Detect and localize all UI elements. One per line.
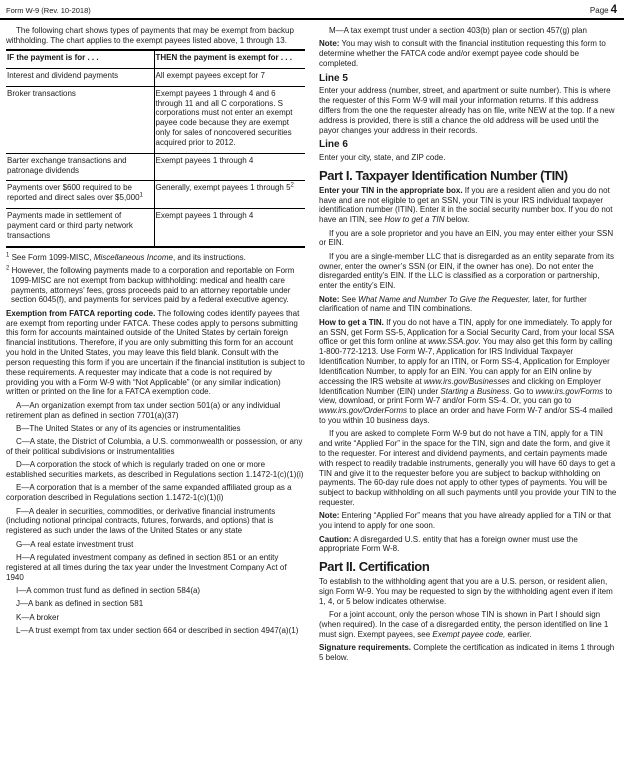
page-header — [6, 3, 618, 18]
text-run: Note: — [319, 511, 340, 521]
text-run: E—A corporation that is a member of the same expanded affiliated group as a corporation described in Regulations section 1.1472-1(c)(1)(i) — [6, 483, 292, 503]
text-run: Exempt payee code, — [432, 629, 506, 639]
fatca-code-c — [6, 437, 305, 457]
text-run: Starting a Business — [440, 386, 510, 396]
text-run: to place an order and have Form W-7 and/or SS-4 mailed to you within 10 business days. — [319, 406, 613, 425]
form-revision-label: Form W-9 (Rev. 10-2018) — [6, 6, 91, 15]
text-run: www.irs.gov/Forms — [535, 386, 604, 396]
part-1-heading: Part I. Taxpayer Identification Number (TIN) — [319, 167, 568, 183]
text-run: Exemption from FATCA reporting code. — [6, 308, 156, 318]
text-run: D—A corporation the stock of which is regularly traded on one or more established securities markets, as described in Regulations section 1.1472-1(c)(1)(i) — [6, 460, 304, 480]
text-run: Barter exchange transactions and patronage dividends — [7, 155, 127, 175]
superscript-ref: 2 — [290, 182, 294, 189]
fatca-code-e — [6, 483, 305, 503]
superscript-ref: 1 — [139, 192, 143, 199]
fatca-code-i — [6, 586, 305, 596]
text-run: Enter your address (number, street, and apartment or suite number). This is where the requester of this Form W-9 will mail your information returns. If this address differs from the one the requester already has on file, write NEW at the top. If a new address is provided, there is still a chance the old address will be used until the payor changes your address in their records. — [319, 86, 615, 135]
text-run: www.irs.gov/Businesses — [423, 376, 510, 386]
text-run: J—A bank as defined in section 581 — [16, 599, 144, 609]
text-run: Exempt payees 1 through 4 — [155, 155, 254, 165]
text-run: and clicking on Employer Identification Number (EIN) under — [319, 376, 601, 396]
line-6-heading: Line 6 — [319, 139, 348, 151]
fatca-code-j — [6, 599, 305, 609]
how-to-get-tin-paragraph — [319, 318, 618, 426]
table-header-row — [6, 50, 305, 68]
text-run: If you are a resident alien and you do not have and are not eligible to get an SSN, your TIN is your IRS individual taxpayer identification number (ITIN). Enter it in the social security number box. If you do not have an ITIN, see — [319, 185, 613, 225]
text-run: What Name and Number To Give the Requester, — [358, 294, 531, 304]
text-run: See Form 1099-MISC, — [9, 252, 94, 262]
table-cell-if — [6, 68, 154, 86]
signature-requirements-paragraph — [319, 643, 618, 663]
table-cell-then — [154, 86, 305, 153]
fatca-code-a — [6, 401, 305, 421]
text-run: If you are asked to complete Form W-9 but do not have a TIN, apply for a TIN and write “Applied For” in the space for the TIN, sign and date the form, and give it to the requester. For interest and dividend payments, and certain payments made with respect to readily tradable instruments, generally you will have 60 days to get a TIN and give it to the requester before you are subject to backup withholding on payments. The 60-day rule does not apply to other types of payments. You will be subject to backup withholding on all such payments until you provide your TIN to the requester. — [319, 429, 617, 508]
text-run: Enter your city, state, and ZIP code. — [319, 152, 446, 162]
text-run: K—A broker — [16, 612, 60, 622]
text-run: . You may also get this form by calling 1-800-772-1213. Use Form W-7, Application for IRS Individual Taxpayer Identification Number, to apply for an ITIN, or Form SS-4, Application for Employer Identification Number, to apply for an EIN. You can apply for an EIN online by accessing the IRS website at — [319, 337, 613, 386]
text-run: later, for further clarification of name and TIN combinations. — [319, 294, 587, 314]
table-cell-then — [154, 153, 305, 181]
text-run: Exempt payees 1 through 4 and 6 through 11 and all C corporations. S corporations must not enter an exempt payee code because they are exempt only for sales of noncovered securities acquired prior to 2012. — [155, 88, 293, 147]
text-run: www.irs.gov/OrderForms — [319, 406, 408, 416]
footnote-2 — [6, 266, 305, 305]
text-run: Miscellaneous Income — [93, 252, 173, 262]
table-header-cell: IF the payment is for . . . — [6, 50, 154, 68]
fatca-code-l — [6, 626, 305, 636]
text-run: to view, download, or print Form W-7 and/or Form SS-4. Or, you can go to — [319, 386, 613, 406]
text-run: www.SSA.gov — [428, 337, 479, 347]
table-row — [6, 209, 305, 247]
text-run: For a joint account, only the person whose TIN is shown in Part I should sign (when required). In the case of a disregarded entity, the person identified on line 1 must sign. Exempt payees, see — [319, 610, 609, 639]
text-run: below. — [444, 215, 470, 225]
exempt-payments-table — [6, 49, 305, 247]
line-6-paragraph — [319, 153, 618, 163]
table-row — [6, 153, 305, 181]
table-row — [6, 181, 305, 209]
enter-tin-paragraph — [319, 186, 618, 225]
text-run: Payments over $600 required to be reported and direct sales over $5,000 — [7, 183, 140, 203]
fatca-code-b — [6, 424, 305, 434]
text-run: . Go to — [509, 386, 536, 396]
part-2-heading: Part II. Certification — [319, 559, 430, 575]
table-cell-then — [154, 209, 305, 247]
text-run: A disregarded U.S. entity that has a foreign owner must use the appropriate Form W-8. — [319, 534, 578, 554]
text-run: To establish to the withholding agent that you are a U.S. person, or resident alien, sign Form W-9. You may be requested to sign by the withholding agent even if item 1, 4, or 5 below indicates otherwise. — [319, 577, 613, 606]
text-run: All exempt payees except for 7 — [155, 70, 265, 80]
table-cell-then — [154, 181, 305, 209]
text-run: If you are a sole proprietor and you have an EIN, you may enter either your SSN or EIN. — [319, 228, 614, 248]
text-run: See — [339, 294, 359, 304]
text-run: How to get a TIN. — [319, 317, 384, 327]
table-cell-then — [154, 68, 305, 86]
line-5-paragraph — [319, 86, 618, 135]
line-5-heading: Line 5 — [319, 72, 348, 84]
text-run: L—A trust exempt from tax under section 664 or described in section 4947(a)(1) — [16, 625, 299, 635]
text-run: Complete the certification as indicated in items 1 through 5 below. — [319, 643, 615, 663]
text-run: Signature requirements. — [319, 643, 412, 653]
fatca-code-k — [6, 613, 305, 623]
two-column-layout — [6, 26, 618, 666]
text-run: G—A real estate investment trust — [16, 539, 134, 549]
joint-account-paragraph — [319, 610, 618, 639]
page-number — [590, 4, 617, 16]
text-run: Note: — [319, 294, 340, 304]
table-cell-if — [6, 86, 154, 153]
table-row — [6, 86, 305, 153]
text-run: However, the following payments made to a corporation and reportable on Form 1099-MISC are not exempt from backup withholding: medical and health care payments, attorneys’ fees, gross proceeds paid to an attorney reportable under section 6045(f), and payments for services paid by a federal executive agency. — [9, 265, 295, 305]
applied-for-note — [319, 511, 618, 531]
text-run: I—A common trust fund as defined in section 584(a) — [16, 585, 201, 595]
single-member-llc-paragraph — [319, 252, 618, 291]
text-run: The following chart shows types of payments that may be exempt from backup withholding. The chart applies to the exempt payees listed above, 1 through 13. — [6, 26, 294, 45]
table-cell-if — [6, 209, 154, 247]
fatca-code-h — [6, 553, 305, 582]
text-run: Broker transactions — [7, 88, 76, 98]
text-run: F—A dealer in securities, commodities, or derivative financial instruments (including notional principal contracts, futures, forwards, and options) that is registered as such under the laws of the United States or any state — [6, 506, 276, 536]
fatca-note — [319, 39, 618, 68]
certification-paragraph — [319, 577, 618, 606]
text-run: earlier. — [505, 629, 532, 639]
text-run: Exempt payees 1 through 4 — [155, 211, 254, 221]
superscript-ref: 1 — [6, 251, 10, 258]
fatca-code-d — [6, 460, 305, 480]
name-number-note — [319, 295, 618, 315]
text-run: Entering “Applied For” means that you have already applied for a TIN or that you intend to apply for one soon. — [319, 511, 612, 531]
text-run: If you do not have a TIN, apply for one immediately. To apply for an SSN, get Form SS-5, Application for a Social Security Card, from your local SSA office or get this form online at — [319, 317, 614, 347]
text-run: Generally, exempt payees 1 through 5 — [155, 183, 291, 193]
caution-paragraph — [319, 535, 618, 555]
text-run: You may wish to consult with the financial institution requesting this form to determine whether the FATCA code and/or exempt payee code should be completed. — [319, 39, 606, 68]
fatca-code-m — [319, 26, 618, 36]
text-run: Interest and dividend payments — [7, 70, 119, 80]
text-run: Caution: — [319, 534, 352, 544]
text-run: A—An organization exempt from tax under section 501(a) or any individual retirement plan as defined in section 7701(a)(37) — [6, 400, 281, 420]
table-cell-if — [6, 153, 154, 181]
text-run: If you are a single-member LLC that is disregarded as an entity separate from its owner, enter the owner’s SSN (or EIN, if the owner has one). Do not enter the disregarded entity’s EIN. If the LLC is classified as a corporation or partnership, enter the entity’s EIN. — [319, 251, 615, 291]
applied-for-paragraph — [319, 429, 618, 508]
footnote-1 — [6, 253, 305, 263]
fatca-exemption-paragraph — [6, 309, 305, 397]
text-run: B—The United States or any of its agencies or instrumentalities — [16, 423, 241, 433]
header-divider — [0, 18, 624, 20]
sole-proprietor-paragraph — [319, 229, 618, 249]
left-column — [6, 26, 305, 666]
text-run: How to get a TIN — [384, 215, 445, 225]
fatca-code-g — [6, 540, 305, 550]
fatca-code-f — [6, 507, 305, 536]
text-run: Note: — [319, 39, 340, 49]
table-cell-if — [6, 181, 154, 209]
text-run: C—A state, the District of Columbia, a U.S. commonwealth or possession, or any of their political subdivisions or instrumentalities — [6, 437, 303, 456]
text-run: Enter your TIN in the appropriate box. — [319, 185, 463, 195]
superscript-ref: 2 — [6, 265, 10, 272]
table-row — [6, 68, 305, 86]
text-run: M—A tax exempt trust under a section 403(b) plan or section 457(g) plan — [329, 26, 587, 35]
text-run: , and its instructions. — [172, 252, 246, 262]
right-column — [319, 26, 618, 666]
intro-paragraph — [6, 26, 305, 46]
table-header-cell: THEN the payment is exempt for . . . — [154, 50, 305, 68]
page-label: Page — [589, 6, 609, 15]
text-run: Payments made in settlement of payment card or third party network transactions — [7, 211, 133, 240]
page-number-value: 4 — [610, 4, 617, 16]
text-run: H—A regulated investment company as defined in section 851 or an entity registered at all times during the tax year under the Investment Company Act of 1940 — [6, 552, 287, 582]
text-run: The following codes identify payees that are exempt from reporting under FATCA. These codes apply to persons submitting this form for accounts maintained outside of the United States by certain foreign financial institutions. Therefore, if you are only submitting this form for an account you hold in the United States, you may leave this field blank. Consult with the person requesting this form if you are uncertain if the financial institution is subject to these requirements. A requester may indicate that a code is not required by providing you with a Form W-9 with “Not Applicable” (or any similar indication) written or printed on the line for a FATCA exemption code. — [6, 308, 305, 397]
